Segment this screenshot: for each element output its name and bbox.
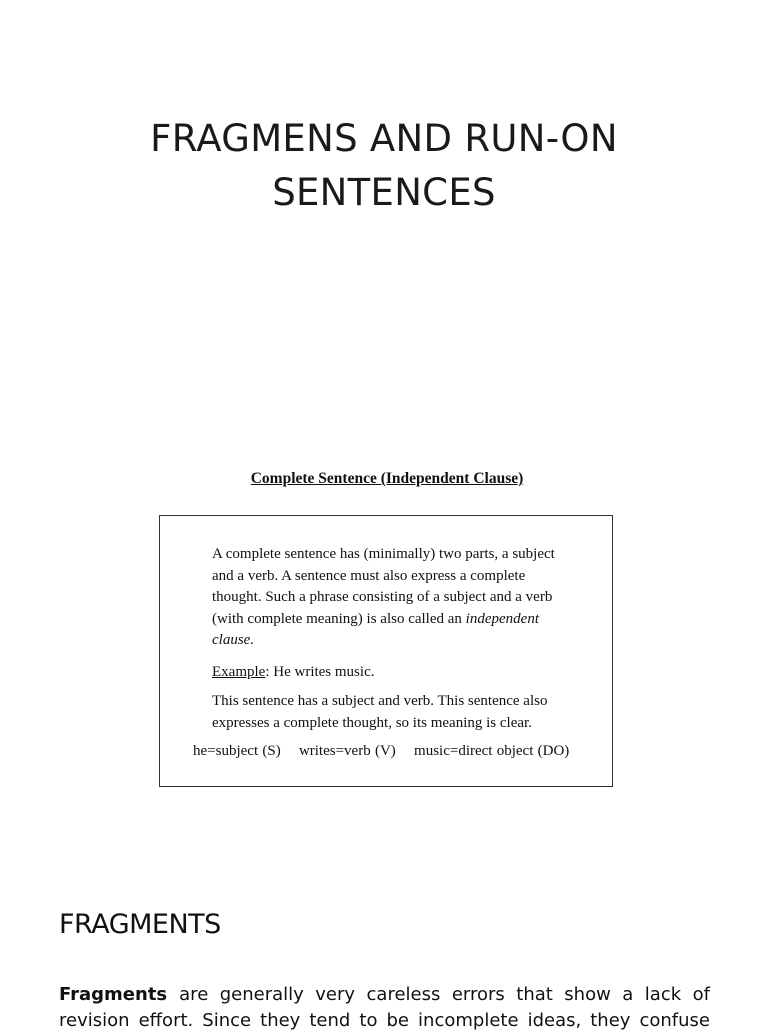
definition-line bbox=[212, 630, 572, 652]
sentence-part-verb: writes=verb (V) bbox=[298, 743, 396, 759]
sentence-parts bbox=[193, 741, 583, 762]
example-line bbox=[212, 662, 572, 684]
definition-paragraph bbox=[212, 544, 572, 652]
explanation-line: This sentence has a subject and verb. This sentence also bbox=[212, 693, 548, 709]
example-text: : He writes music. bbox=[265, 664, 375, 680]
definition-line: thought. Such a phrase consisting of a subject and a verb bbox=[212, 589, 553, 605]
example-label: Example bbox=[212, 664, 266, 680]
definition-line-text: (with complete meaning) is also called an bbox=[212, 610, 462, 627]
body-line-1 bbox=[59, 982, 710, 1008]
section-body bbox=[59, 982, 710, 1034]
body-line-2 bbox=[59, 1008, 710, 1034]
explanation-paragraph bbox=[212, 691, 572, 734]
explanation-line: expresses a complete thought, so its meaning is clear. bbox=[212, 714, 532, 731]
definition-line: A complete sentence has (minimally) two parts, a subject bbox=[212, 546, 555, 562]
sentence-part-subject: he=subject (S) bbox=[193, 743, 281, 759]
section-heading: FRAGMENTS bbox=[59, 909, 221, 940]
body-line-2-text: revision effort. Since they tend to be incomplete ideas, they confuse bbox=[59, 1010, 710, 1031]
page-title bbox=[0, 112, 768, 220]
sentence-part-object: music=direct object (DO) bbox=[414, 743, 570, 759]
definition-figure bbox=[159, 515, 613, 787]
page-title-line-2: SENTENCES bbox=[272, 171, 496, 214]
definition-line bbox=[212, 609, 572, 631]
body-line-1-text: are generally very careless errors that show a lack of bbox=[179, 984, 710, 1005]
figure-heading: Complete Sentence (Independent Clause) bbox=[250, 470, 524, 487]
page-title-line-1: FRAGMENS AND RUN-ON bbox=[150, 117, 618, 160]
body-term: Fragments bbox=[59, 984, 168, 1005]
definition-term: independent bbox=[465, 610, 539, 627]
definition-line: and a verb. A sentence must also express a complete bbox=[212, 567, 526, 584]
example-line-text bbox=[212, 662, 572, 684]
definition-term-end: clause. bbox=[212, 632, 255, 648]
